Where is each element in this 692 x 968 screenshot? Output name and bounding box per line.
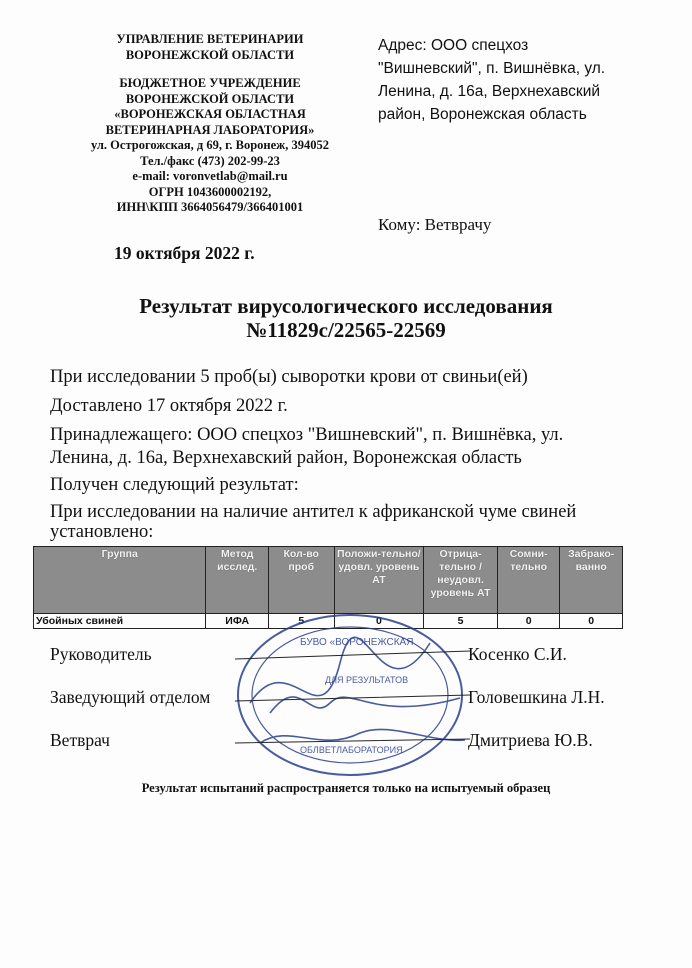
document-date: 19 октября 2022 г. — [114, 243, 255, 263]
recipient: Кому: Ветврачу — [378, 215, 492, 234]
col-rejected: Забрако-ванно — [560, 547, 623, 614]
cell-count: 5 — [268, 614, 334, 629]
col-method: Метод исслед. — [206, 547, 269, 614]
stamp-text-center: ДЛЯ РЕЗУЛЬТАТОВ — [325, 675, 409, 685]
signature-role-dept: Заведующий отделом — [50, 687, 211, 707]
lab-header: УПРАВЛЕНИЕ ВЕТЕРИНАРИИ ВОРОНЕЖСКОЙ ОБЛАСТИ БЮДЖЕТНОЕ УЧРЕЖДЕНИЕ ВОРОНЕЖСКОЙ ОБЛАСТИ «ВОРОНЕЖСКАЯ ОБЛАСТНАЯ ВЕТЕРИНАРНАЯ ЛАБОРАТОРИЯ» ул. Острогожская, д 69, г. Воронеж, 394052 Тел./факс (473) 202-99-23 e-mail: voronvetlab@mail.ru ОГРН 1043600002192, ИНН\КПП 3664056479/366401001 — [60, 32, 360, 216]
spacer — [60, 63, 360, 76]
signature-name-head: Косенко С.И. — [468, 644, 567, 664]
stamp-text-bottom: ОБЛВЕТЛАБОРАТОРИЯ — [300, 745, 403, 755]
recipient-address: Адрес: ООО спецхоз "Вишневский", п. Вишнёвка, ул. Ленина, д. 16а, Верхнехавский район, Воронежская область — [378, 37, 606, 123]
signature-role-vet: Ветврач — [50, 730, 110, 750]
paragraph-samples: При исследовании 5 проб(ы) сыворотки крови от свиньи(ей) — [50, 367, 528, 387]
paragraph-delivered: Доставлено 17 октября 2022 г. — [50, 396, 288, 416]
col-count: Кол-во проб — [268, 547, 334, 614]
paragraph-test: При исследовании на наличие антител к африканской чуме свиней установлено: — [50, 502, 577, 542]
paragraph-result-intro: Получен следующий результат: — [50, 475, 299, 495]
stamp-text-top: БУВО «ВОРОНЕЖСКАЯ — [300, 637, 414, 648]
signature-name-dept: Головешкина Л.Н. — [468, 687, 605, 707]
cell-group: Убойных свиней — [34, 614, 206, 629]
cell-rejected: 0 — [560, 614, 623, 629]
cell-doubtful: 0 — [497, 614, 560, 629]
footer-note: Результат испытаний распространяется только на испытуемый образец — [141, 781, 551, 795]
official-stamp — [230, 603, 470, 778]
col-positive: Положи-тельно/ удовл. уровень АТ — [334, 547, 424, 614]
col-negative: Отрица-тельно / неудовл. уровень АТ — [424, 547, 498, 614]
signature-name-vet: Дмитриева Ю.В. — [468, 730, 593, 750]
document-title: Результат вирусологического исследования №11829с/22565-22569 — [139, 294, 553, 342]
paragraph-owner: Принадлежащего: ООО спецхоз "Вишневский", п. Вишнёвка, ул. Ленина, д. 16а, Верхнехавский район, Воронежская область — [50, 425, 564, 468]
cell-positive: 0 — [334, 614, 424, 629]
col-group: Группа — [34, 547, 206, 614]
col-doubtful: Сомни-тельно — [497, 547, 560, 614]
cell-method: ИФА — [206, 614, 269, 629]
signature-role-head: Руководитель — [50, 644, 152, 664]
cell-negative: 5 — [424, 614, 498, 629]
